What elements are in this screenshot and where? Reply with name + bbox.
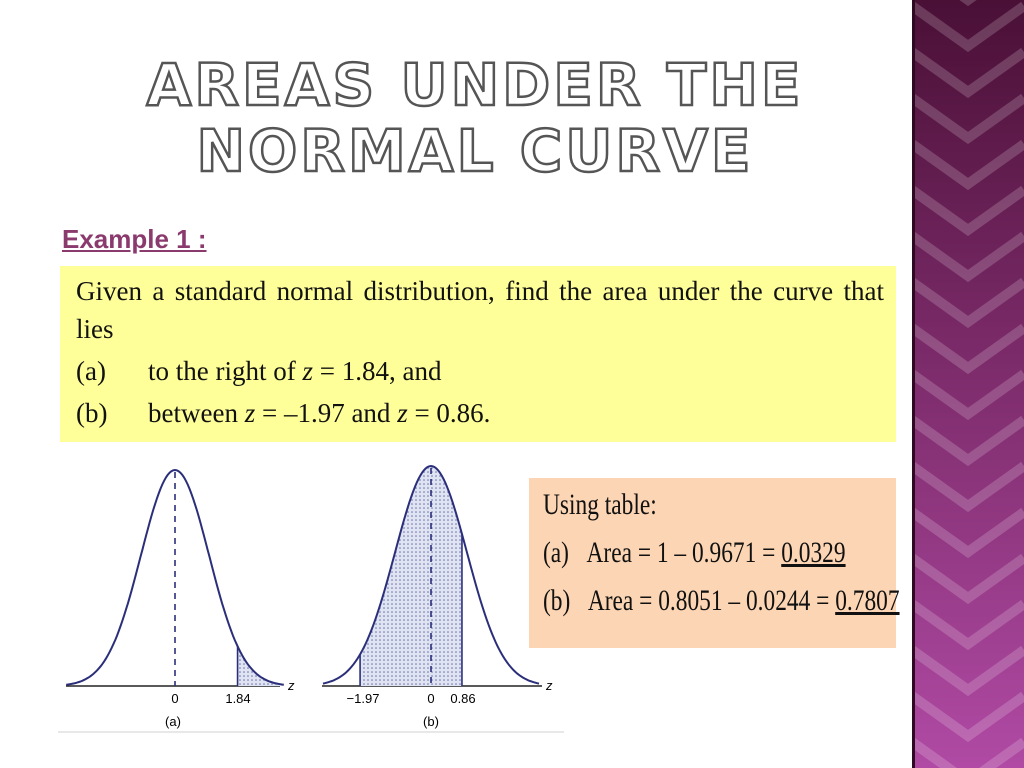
tick-label-a-1: 1.84 bbox=[225, 691, 251, 706]
chevron-stripe bbox=[912, 420, 1024, 460]
example-label: Example 1 : bbox=[62, 224, 207, 254]
chevron-stripe bbox=[912, 328, 1024, 368]
axis-var-b: z bbox=[546, 678, 553, 693]
tick-label-b-1: 0 bbox=[427, 691, 435, 706]
problem-intro: Given a standard normal distribution, find the area under the curve that lies bbox=[76, 276, 884, 344]
chevron-stripe bbox=[912, 236, 1024, 276]
answer-box bbox=[529, 478, 900, 648]
chevron-stripe bbox=[912, 604, 1024, 644]
answer-heading: Using table: bbox=[543, 488, 657, 521]
problem-part-a bbox=[76, 352, 884, 390]
answer-line-b: (b) Area = 0.8051 – 0.0244 = 0.7807 bbox=[543, 584, 900, 617]
answer-line-a: (a) Area = 1 – 0.9671 = 0.0329 bbox=[543, 536, 846, 569]
caption-a: (a) bbox=[165, 714, 181, 729]
chevron-pattern bbox=[912, 0, 1024, 768]
problem-box bbox=[60, 266, 896, 442]
tick-label-b-0: −1.97 bbox=[346, 691, 380, 706]
slide-title bbox=[100, 52, 850, 184]
chevron-stripe bbox=[912, 512, 1024, 552]
chevron-stripe bbox=[912, 650, 1024, 690]
answer-result-b: 0.7807 bbox=[835, 584, 900, 617]
chevron-stripe bbox=[912, 558, 1024, 598]
title-line-1: AREAS UNDER THE bbox=[146, 51, 804, 119]
side-decoration-band bbox=[912, 0, 1024, 768]
chevron-stripe bbox=[912, 466, 1024, 506]
chevron-stripe bbox=[912, 52, 1024, 92]
part-tag: (a) bbox=[76, 356, 106, 386]
chevron-stripe bbox=[912, 374, 1024, 414]
panel-a bbox=[66, 470, 295, 729]
chevron-stripe bbox=[912, 696, 1024, 736]
chevron-stripe bbox=[912, 144, 1024, 184]
part-text: between z = –1.97 and z = 0.86. bbox=[148, 398, 491, 428]
chevron-stripe bbox=[912, 98, 1024, 138]
normal-curve-figure bbox=[58, 462, 564, 734]
tick-label-b-2: 0.86 bbox=[450, 691, 476, 706]
chevron-stripe bbox=[912, 6, 1024, 46]
axis-var-a: z bbox=[288, 678, 295, 693]
caption-b: (b) bbox=[423, 714, 439, 729]
title-line-2: NORMAL CURVE bbox=[196, 117, 754, 185]
chevron-stripe bbox=[912, 190, 1024, 230]
chevron-stripe bbox=[912, 742, 1024, 768]
problem-part-b bbox=[76, 394, 884, 432]
part-text: to the right of z = 1.84, and bbox=[148, 356, 442, 386]
normal-curves-svg bbox=[58, 462, 564, 734]
shaded-area-a bbox=[238, 646, 284, 686]
chevron-stripe bbox=[912, 282, 1024, 322]
part-tag: (b) bbox=[76, 398, 108, 428]
tick-label-a-0: 0 bbox=[171, 691, 179, 706]
side-band-edge bbox=[912, 0, 915, 768]
answer-result-a: 0.0329 bbox=[781, 536, 846, 569]
panel-b bbox=[322, 466, 553, 729]
